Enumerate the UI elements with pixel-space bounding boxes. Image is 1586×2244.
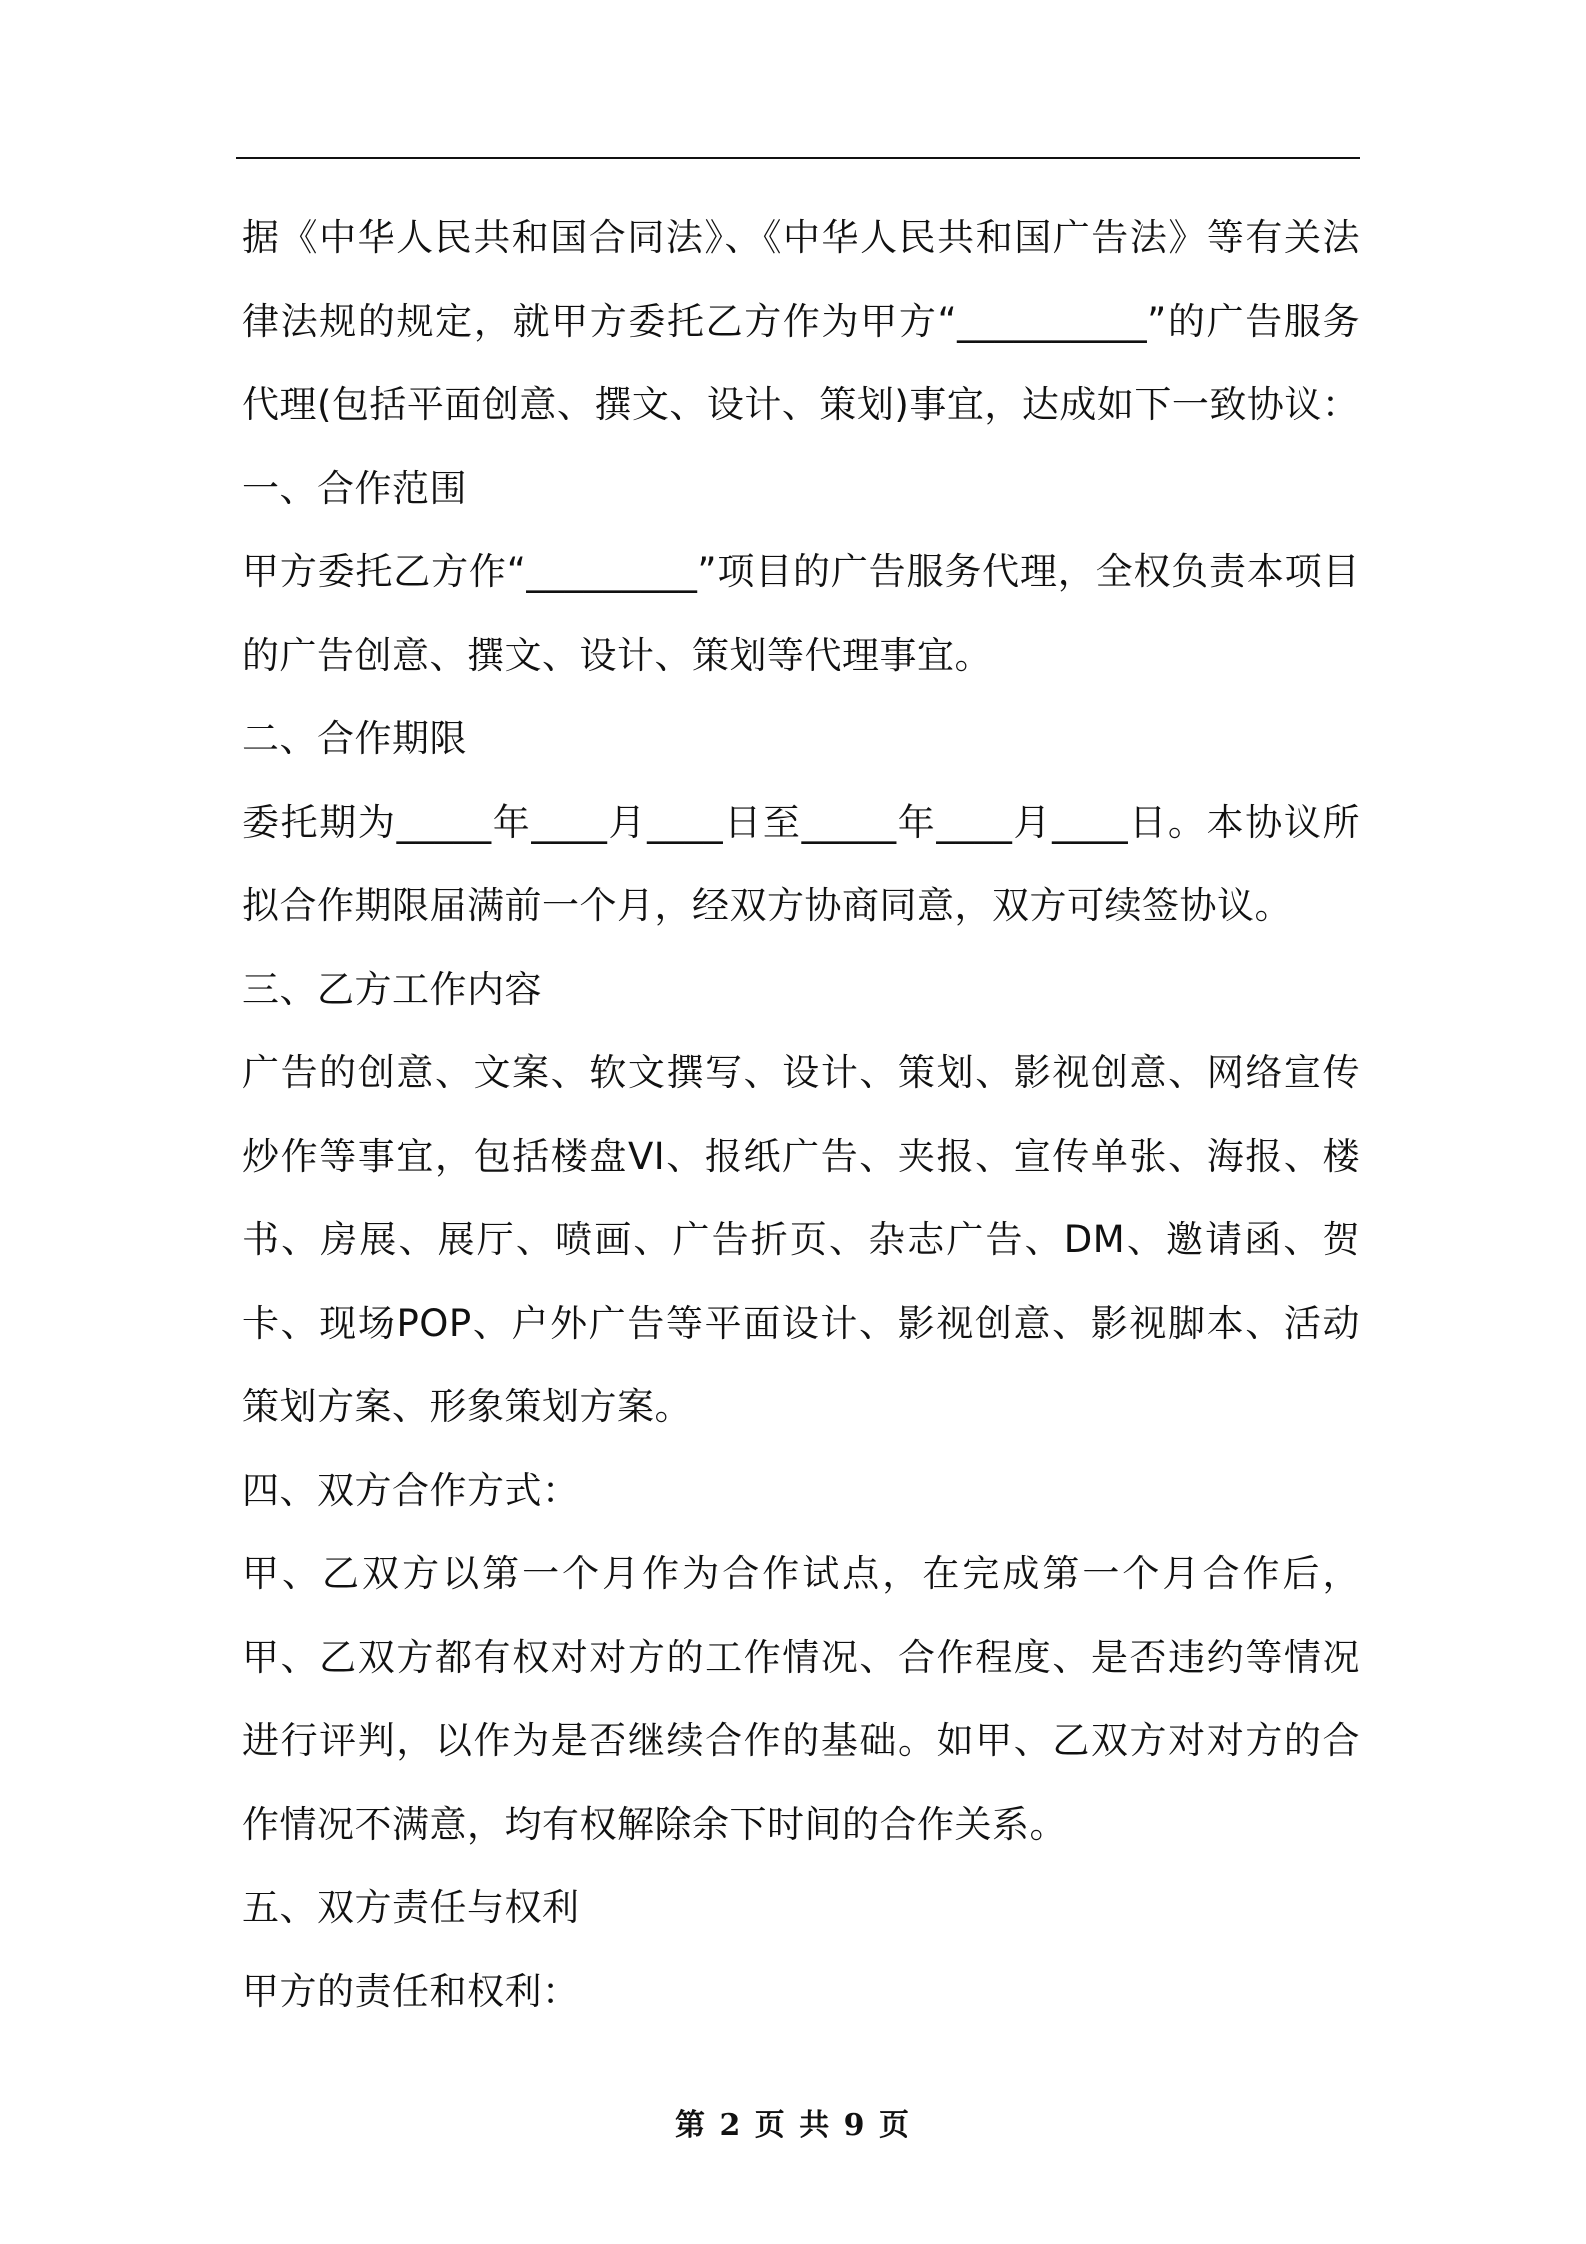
work-content-paragraph: 广告的创意、文案、软文撰写、设计、策划、影视创意、网络宣传炒作等事宜，包括楼盘VI、报纸广告、夹报、宣传单张、海报、楼书、房展、展厅、喷画、广告折页、杂志广告、DM、邀请函、贺卡、现场POP、户外广告等平面设计、影视创意、影视脚本、活动策划方案、形象策划方案。 <box>242 1051 1360 1428</box>
page-number-footer: 第 2 页 共 9 页 <box>675 2108 911 2143</box>
section-heading-responsibilities: 五、双方责任与权利 <box>242 1886 580 1929</box>
cooperation-mode-paragraph: 甲、乙双方以第一个月作为合作试点，在完成第一个月合作后，甲、乙双方都有权对对方的工作情况、合作程度、是否违约等情况进行评判，以作为是否继续合作的基础。如甲、乙双方对对方的合作情况不满意，均有权解除余下时间的合作关系。 <box>242 1552 1360 1846</box>
section-heading-work-content: 三、乙方工作内容 <box>242 967 542 1011</box>
scope-paragraph: 甲方委托乙方作“_________”项目的广告服务代理，全权负责本项目的广告创意、撰文、设计、策划等代理事宜。 <box>242 550 1360 677</box>
section-heading-term: 二、合作期限 <box>242 717 467 760</box>
header-rule <box>236 157 1360 159</box>
term-paragraph: 委托期为_____年____月____日至_____年____月____日。本协议所拟合作期限届满前一个月，经双方协商同意，双方可续签协议。 <box>242 800 1360 927</box>
party-a-responsibilities-heading: 甲方的责任和权利： <box>242 1969 580 2013</box>
section-heading-cooperation-mode: 四、双方合作方式： <box>242 1468 580 1512</box>
document-body <box>242 196 1360 2033</box>
section-heading-scope: 一、合作范围 <box>242 466 467 510</box>
intro-paragraph: 据《中华人民共和国合同法》、《中华人民共和国广告法》等有关法律法规的规定，就甲方委托乙方作为甲方“__________”的广告服务代理(包括平面创意、撰文、设计、策划)事宜，达成如下一致协议： <box>242 216 1360 426</box>
